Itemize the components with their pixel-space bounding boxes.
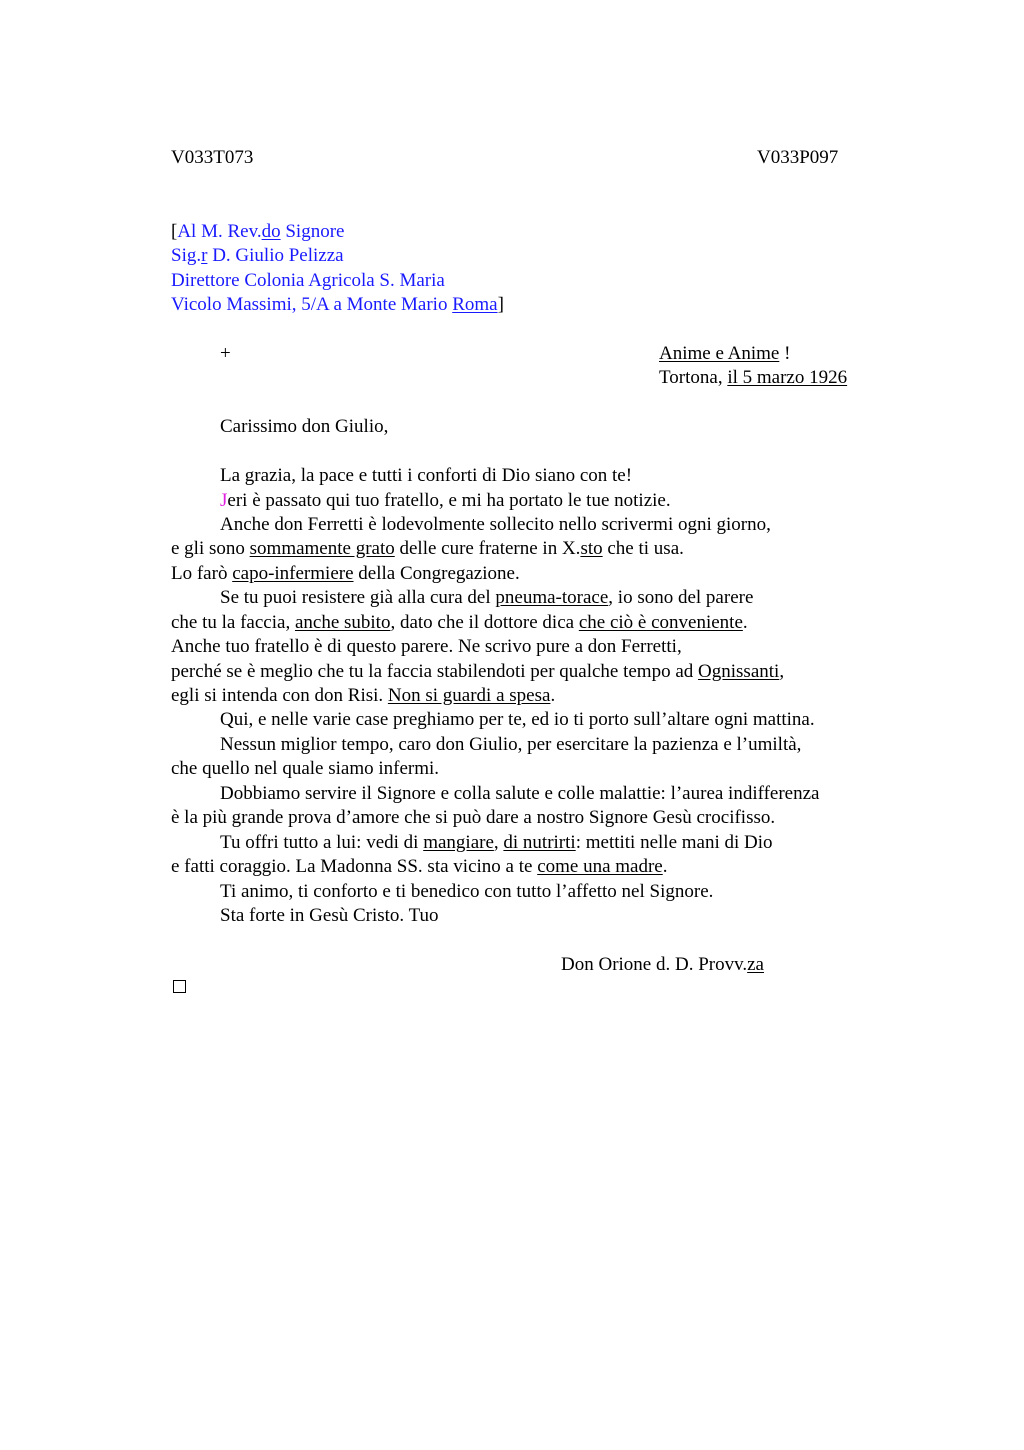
signature-name: Don Orione d. D. Provv. <box>561 954 748 975</box>
emphasis: come una madre <box>537 856 663 877</box>
body-text: Lo farò <box>171 563 233 584</box>
address-line-3: Direttore Colonia Agricola S. Maria <box>171 270 445 291</box>
body-line: è la più grande prova d’amore che si può dare a nostro Signore Gesù crocifisso. <box>171 807 776 828</box>
body-line: La grazia, la pace e tutti i conforti di Dio siano con te! <box>220 465 633 486</box>
address-city: Roma <box>452 294 498 315</box>
body-line <box>171 855 668 879</box>
emphasis: pneuma-torace <box>495 587 609 608</box>
body-text: delle cure fraterne in X. <box>394 538 581 559</box>
body-line: Nessun miglior tempo, caro don Giulio, per esercitare la pazienza e l’umiltà, <box>220 734 802 755</box>
emphasis: sto <box>580 538 603 559</box>
body-line <box>220 489 671 513</box>
body-text: Se tu puoi resistere già alla cura del <box>220 587 496 608</box>
initial-letter: J <box>220 490 228 511</box>
emphasis: capo-infermiere <box>232 563 354 584</box>
body-line: Sta forte in Gesù Cristo. Tuo <box>220 905 439 926</box>
body-line <box>171 611 748 635</box>
bracket-close: ] <box>497 294 504 315</box>
body-text: . <box>662 856 668 877</box>
emphasis: che ciò è conveniente <box>578 612 743 633</box>
body-line: Dobbiamo servire il Signore e colla salute e colle malattie: l’aurea indifferenza <box>220 783 820 804</box>
body-text: che tu la faccia, <box>171 612 295 633</box>
emphasis: sommamente grato <box>249 538 395 559</box>
body-text: , <box>779 661 785 682</box>
body-line: che quello nel quale siamo infermi. <box>171 758 440 779</box>
body-line <box>171 562 520 586</box>
body-line: Qui, e nelle varie case preghiamo per te, ed io ti porto sull’altare ogni mattina. <box>220 709 815 730</box>
emphasis: di nutrirti <box>503 832 576 853</box>
body-text: egli si intenda con don Risi. <box>171 685 388 706</box>
place-date <box>659 366 847 390</box>
date: il 5 marzo 1926 <box>727 367 848 388</box>
motto-exclamation: ! <box>779 343 791 364</box>
body-line: Anche don Ferretti è lodevolmente sollecito nello scrivermi ogni giorno, <box>220 514 771 535</box>
signature <box>561 953 764 977</box>
body-line: Anche tuo fratello è di questo parere. Ne scrivo pure a don Ferretti, <box>171 636 682 657</box>
body-line <box>171 684 555 708</box>
address-line-1 <box>171 220 344 244</box>
body-line <box>220 586 753 610</box>
address-superscript: do <box>261 221 281 242</box>
emphasis: anche subito <box>294 612 391 633</box>
bracket-open: [ <box>171 221 178 242</box>
body-line <box>171 660 784 684</box>
body-text: , dato che il dottore dica <box>390 612 579 633</box>
cross-mark: + <box>220 343 231 364</box>
emphasis: Non si guardi a spesa <box>387 685 551 706</box>
body-text: che ti usa. <box>602 538 684 559</box>
body-text: : mettiti nelle mani di Dio <box>575 832 773 853</box>
salutation: Carissimo don Giulio, <box>220 416 389 437</box>
body-line <box>171 537 684 561</box>
address-line-2 <box>171 244 344 268</box>
address-line-4 <box>171 293 504 317</box>
body-text: della Congregazione. <box>353 563 520 584</box>
address-text: Vicolo Massimi, 5/A a Monte Mario <box>171 294 453 315</box>
body-text: eri è passato qui tuo fratello, e mi ha portato le tue notizie. <box>227 490 671 511</box>
document-code-left: V033T073 <box>171 147 254 168</box>
checkbox-glyph-icon <box>173 980 186 993</box>
body-text: perché se è meglio che tu la faccia stabilendoti per qualche tempo ad <box>171 661 699 682</box>
body-text: Tu offri tutto a lui: vedi di <box>220 832 424 853</box>
body-text: e gli sono <box>171 538 250 559</box>
motto <box>659 342 790 366</box>
document-code-right: V033P097 <box>757 147 839 168</box>
place: Tortona, <box>659 367 728 388</box>
address-text: Signore <box>280 221 345 242</box>
body-text: e fatti coraggio. La Madonna SS. sta vicino a te <box>171 856 538 877</box>
address-text: D. Giulio Pelizza <box>207 245 344 266</box>
signature-suffix: za <box>747 954 764 975</box>
body-text: , io sono del parere <box>608 587 754 608</box>
body-text: . <box>550 685 556 706</box>
address-text: Al M. Rev. <box>177 221 262 242</box>
address-text: Sig. <box>171 245 202 266</box>
body-line <box>220 831 773 855</box>
emphasis: mangiare <box>423 832 494 853</box>
body-line: Ti animo, ti conforto e ti benedico con tutto l’affetto nel Signore. <box>220 881 714 902</box>
motto-text: Anime e Anime <box>659 343 780 364</box>
body-text: , <box>493 832 504 853</box>
address-superscript: r <box>201 245 208 266</box>
body-text: . <box>742 612 748 633</box>
emphasis: Ognissanti <box>698 661 780 682</box>
